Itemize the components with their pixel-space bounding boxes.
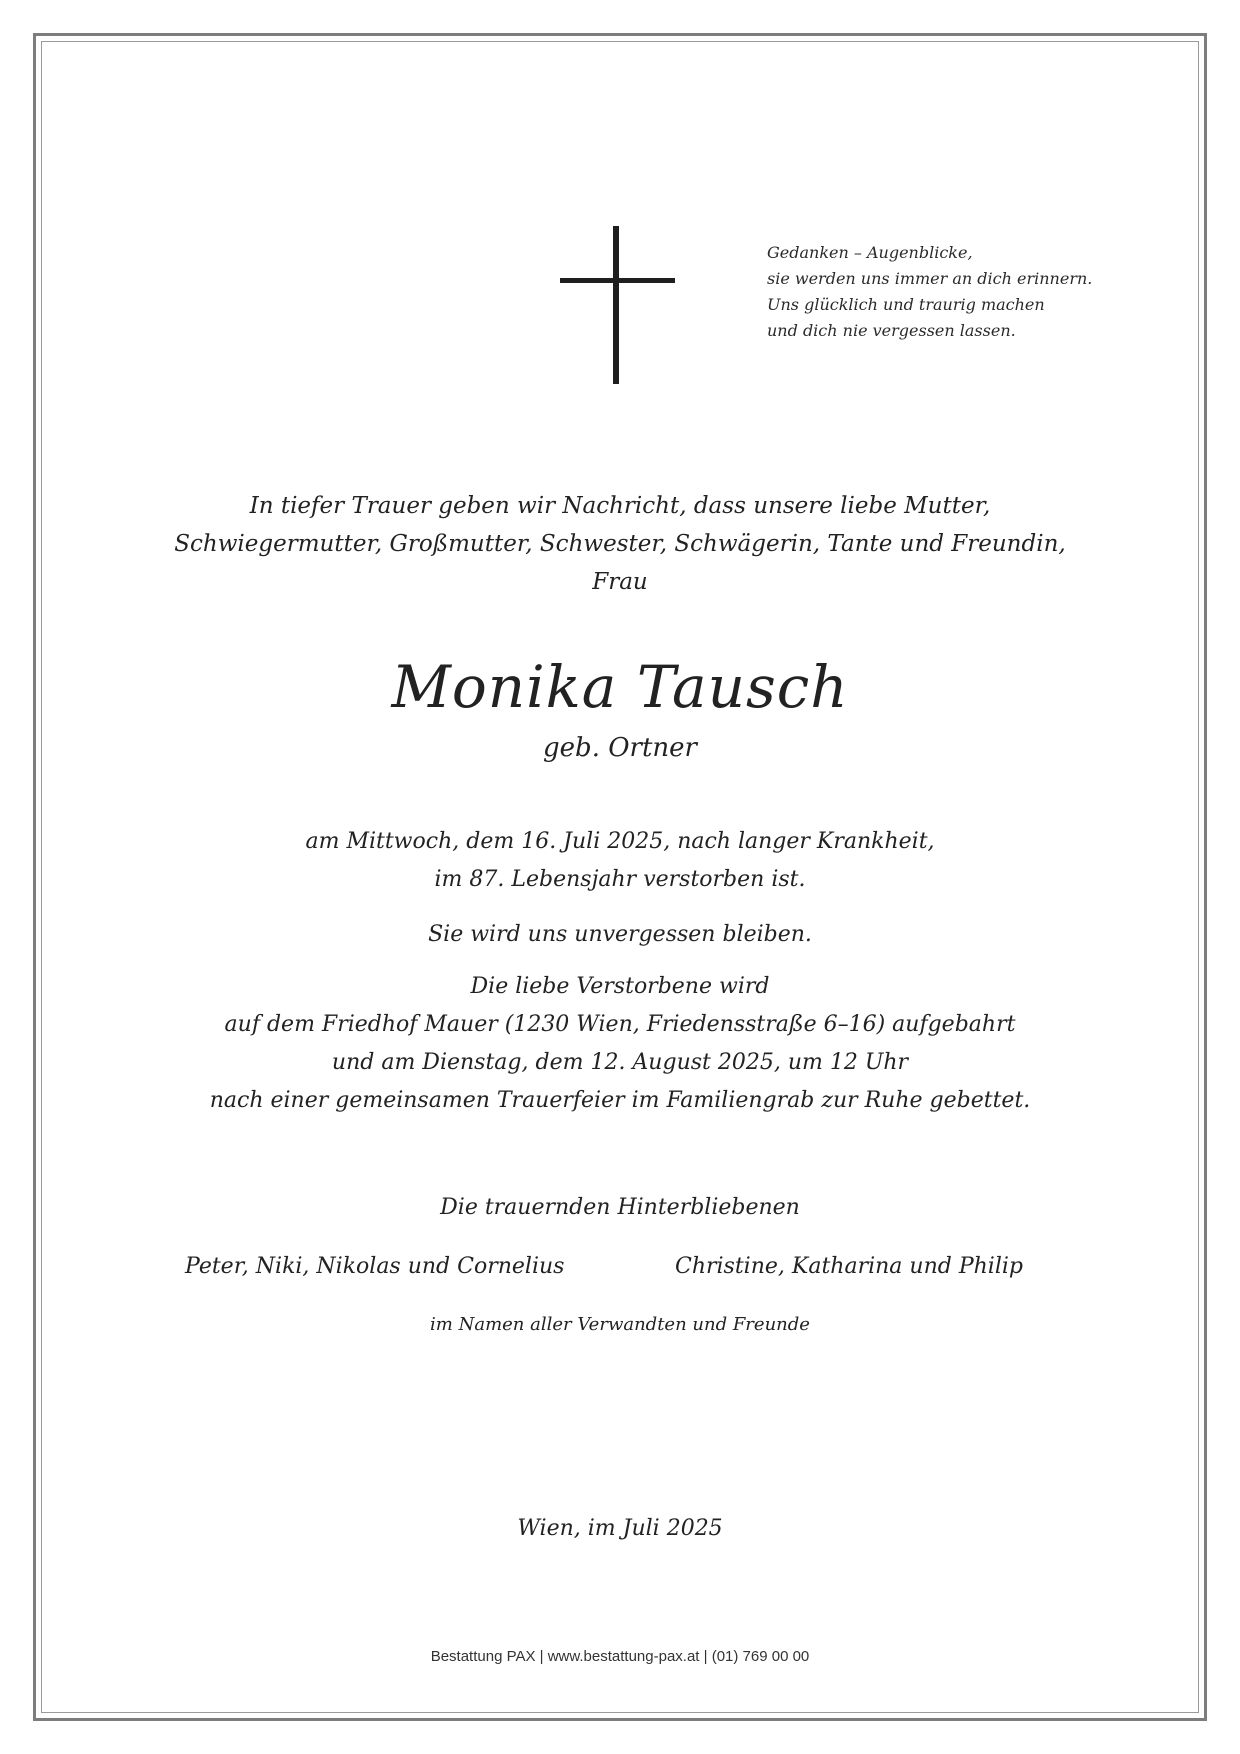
burial-line: Die liebe Verstorbene wird: [470, 974, 770, 999]
intro-line: Frau: [592, 569, 648, 595]
poem-line: Uns glücklich und traurig machen: [767, 295, 1045, 314]
poem-line: sie werden uns immer an dich erinnern.: [767, 269, 1093, 288]
poem: [767, 240, 1092, 344]
footer-text: Bestattung PAX | www.bestattung-pax.at | (01) 769 00 00: [430, 1648, 810, 1665]
born-name: geb. Ortner: [543, 733, 697, 763]
deceased-name: Monika Tausch: [391, 653, 849, 721]
cross-vertical-bar: [613, 226, 619, 384]
announcement-intro: [41, 487, 1199, 601]
burial-line: und am Dienstag, dem 12. August 2025, um 12 Uhr: [331, 1050, 909, 1075]
death-line: im 87. Lebensjahr verstorben ist.: [434, 867, 806, 892]
death-line: am Mittwoch, dem 16. Juli 2025, nach langer Krankheit,: [305, 829, 935, 854]
poem-line: und dich nie vergessen lassen.: [767, 321, 1016, 340]
place-date: Wien, im Juli 2025: [517, 1516, 723, 1541]
mourners-left: Peter, Niki, Nikolas und Cornelius: [185, 1254, 565, 1279]
cross-horizontal-bar: [560, 278, 675, 283]
remembrance-line: Sie wird uns unvergessen bleiben.: [428, 922, 812, 947]
mourners-right: Christine, Katharina und Philip: [675, 1254, 1023, 1279]
relatives-line: im Namen aller Verwandten und Freunde: [430, 1314, 810, 1335]
death-details: [41, 823, 1199, 899]
poem-line: Gedanken – Augenblicke,: [767, 243, 973, 262]
mourners-heading: Die trauernden Hinterbliebenen: [440, 1195, 800, 1220]
cross-icon: [560, 226, 675, 384]
intro-line: Schwiegermutter, Großmutter, Schwester, Schwägerin, Tante und Freundin,: [174, 531, 1066, 557]
burial-line: nach einer gemeinsamen Trauerfeier im Familiengrab zur Ruhe gebettet.: [209, 1088, 1031, 1113]
burial-line: auf dem Friedhof Mauer (1230 Wien, Friedensstraße 6–16) aufgebahrt: [224, 1012, 1016, 1037]
intro-line: In tiefer Trauer geben wir Nachricht, dass unsere liebe Mutter,: [249, 493, 991, 519]
footer: [41, 1646, 1199, 1668]
burial-details: [41, 968, 1199, 1120]
